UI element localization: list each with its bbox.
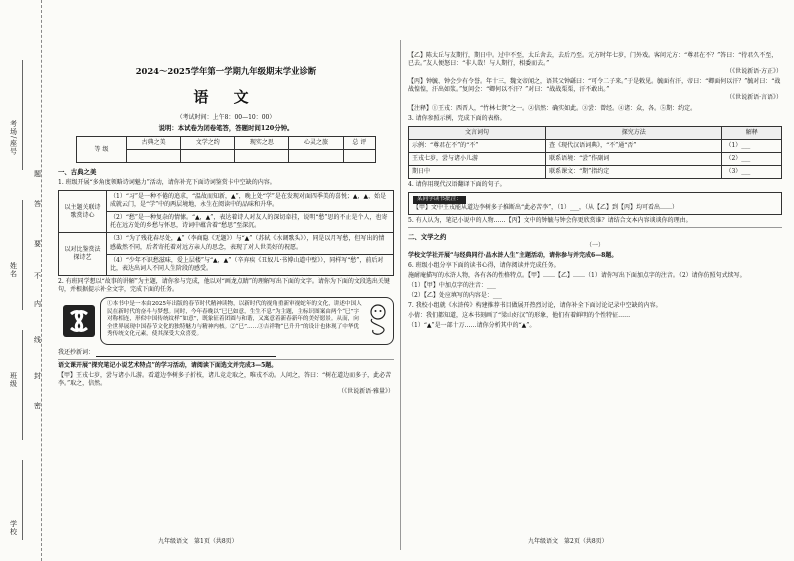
- table-row: [409, 139, 782, 152]
- table-cell: 期日中: [409, 166, 546, 179]
- card-item: （4）“少年不识愁滋味，爱上层楼”与“▲，▲”（辛弃疾《丑奴儿·书博山道中壁》），同样写“愁”，前后对比，表达出词人不同人生阶段的感受。: [107, 254, 394, 275]
- text-yi-source: （《世说新语·方正》）: [726, 68, 782, 76]
- grade-col: 心灵之旅: [289, 137, 343, 150]
- cut-char: 题: [34, 170, 41, 178]
- poem-card-table: [58, 190, 394, 276]
- reading-note-tag: 某同学读书批注：: [413, 196, 466, 204]
- cut-char: 封: [34, 372, 41, 380]
- question-6-text: 施耐庵描写的水浒人物，各有各的性格特点。【甲】……【乙】……（1）请你写出下面加点字的注音。（2）请你仿照句式续写。: [408, 271, 746, 279]
- question-5: 5. 有人认为，笔记小说中的人物……【丙】文中的钟毓与钟会你更欣赏谁？请结合文本内容谈谈你的理由。: [408, 216, 692, 224]
- margin-line: [22, 330, 23, 440]
- card-item: （2）“愁”是一种复杂的情愫。“▲，▲”，表达着诗人对友人的深切牵挂，说明“愁”思的不止是个人，也寄托在远方处的乡愁与怀思，诗词中蕴含着“愁思”至深沉。: [107, 212, 394, 233]
- question-6-sub1[interactable]: （1）【甲】中加点字的注音：___: [408, 281, 496, 289]
- cut-char: 内: [34, 300, 41, 308]
- festival-text-box: [100, 297, 394, 345]
- answer-label: 我还抄新词：: [58, 349, 95, 356]
- question-7-text: 小倩：我们都知道，这本书刻画了“梁山好汉”的形象，他们有着鲜明的个性特征……: [408, 312, 631, 320]
- table-row: [409, 152, 782, 165]
- cut-char: 密: [34, 402, 41, 410]
- card-item: （1）“习”是一种不倦的追求，“温故而知新，▲”，晚上处“学”是在发现对面四季美的喜悦；▲，▲，始是成就云门，是“学”中的两层境地，永生在阅读中的品味和升华。: [107, 191, 394, 212]
- exam-title: 2024～2025学年第一学期九年级期末学业诊断: [135, 66, 317, 76]
- grade-col: 文学之约: [181, 137, 235, 150]
- reading-note-box: [408, 192, 782, 215]
- activity-intro: 学校文学社开展“与经典同行·品水浒人生”主题活动，请你参与并完成6—8题。: [408, 251, 618, 259]
- question-2: 2. 有班同学想以“故事的讲解”为主题，请你参与完成，他以对“画龙点睛”的理解写出下面的文字。请你为下面的文段选出关键句，并根据提示补全文字，完成下面的任务。: [58, 277, 390, 293]
- annotation-notes: 【注释】①王戎：西晋人，“竹林七贤”之一。②信然：确实如此。③尝：曾经。④诸：众，各。⑤期：约定。: [408, 104, 697, 112]
- grade-table: [76, 136, 376, 163]
- answer-blank[interactable]: [96, 351, 276, 357]
- reading-note-text: 【甲】文中王戎能从道边李树多子推断出“此必苦李”，（1）___，（从【乙】到【丙】均可看出……）: [413, 203, 678, 211]
- table-header: 解释: [722, 126, 782, 139]
- text-bing-source: （《世说新语·言语》）: [726, 94, 782, 102]
- reading-intro: 语文课开展“探究笔记小说艺术特点”的学习活动，请阅读下面选文并完成3—5题。: [58, 362, 278, 370]
- grade-cell[interactable]: [343, 150, 375, 163]
- card-label: 以主题关联诗歌赏诗心: [59, 191, 107, 233]
- table-cell: 查《现代汉语词典》，“不”通“否”: [546, 139, 722, 152]
- grade-cell[interactable]: [127, 150, 181, 163]
- table-cell[interactable]: （1）___: [722, 139, 782, 152]
- page-divider: [400, 40, 401, 550]
- section-heading-1: 一、古典之美: [58, 168, 97, 177]
- grade-col: 总 评: [343, 137, 375, 150]
- cut-char: 要: [34, 240, 41, 248]
- margin-label-school: 学校: [9, 520, 18, 536]
- margin-label-seat: 考场/座号: [9, 120, 18, 156]
- question-1: 1. 班级开展“多角度领略诗词魅力”活动，请你补充下面诗词鉴赏卡中空缺的内容。: [58, 178, 276, 186]
- part-number: （一）: [585, 241, 604, 249]
- card-label: 以对比鉴赏法探诗艺: [59, 233, 107, 275]
- snake-mascot-icon: [365, 304, 391, 342]
- festival-text: ①本书中是一本由2025年出版的春节时代精神读物，以新时代的视角重新审视蛇年的文化，讲述中国人民在新时代的奋斗与梦想。同时，今年春晚以“巳巳如意，生生不息”为主题，主标识图案由两个“巳”字对称相连，形似中国传统纹样“如意”，既象征着团圆与和谐，又寓意着新春新年的美好愿景。从而，向全世界展现中国春节文化的独特魅力与精神内核。②“巳”……③吉祥物“巳升升”的设计也体现了中华优秀传统文化元素，使其深受大众喜爱。: [107, 301, 362, 338]
- table-header: 探究方法: [546, 126, 722, 139]
- text-jia: 【甲】王戎七岁，尝与诸小儿游。看道边李树多子折枝，诸儿竞走取之，唯戎不动。人问之，答曰：“树在道边而多子，此必苦李。”取之，信然。: [58, 372, 392, 388]
- grade-row-label: 等 级: [77, 137, 127, 163]
- subject-title: 语 文: [193, 88, 259, 107]
- explore-table: [408, 126, 782, 179]
- question-6-sub2[interactable]: （2）【乙】处应填写的内容是：___: [408, 292, 502, 300]
- card-item: （3）“为了残花春尽处，▲”（李商隐《无题》）与“▲”（苏轼《水调歌头》），同是以月写愁，但写出的情感截然不同，后者寄托着对远方亲人的思念，表现了对人世美好的祝愿。: [107, 233, 394, 254]
- page-footer-1: 九年级语文 第1页（共8页）: [158, 538, 238, 545]
- cut-char: 不: [34, 272, 41, 280]
- grade-cell[interactable]: [181, 150, 235, 163]
- question-7-sub[interactable]: （1）“▲”是一部十万……请你分析其中的“▲”。: [408, 322, 536, 330]
- table-header: 文言词句: [409, 126, 546, 139]
- grade-col: 现实之思: [235, 137, 289, 150]
- page-one: [58, 50, 394, 550]
- margin-line: [22, 460, 23, 540]
- question-7: 7. 我校小组就《水浒传》构建推荐书目做展开热烈讨论，请你补全下面讨论记录中空缺的内容。: [408, 302, 662, 310]
- exam-time: （考试时间：上午8：00—10：00）: [176, 113, 276, 121]
- table-cell: 联系语境：“尝”作副词: [546, 152, 722, 165]
- table-row: [409, 166, 782, 179]
- section-rule: [408, 227, 782, 228]
- question-3: 3. 请你参照示例，完成下面的表格。: [408, 114, 506, 122]
- margin-label-name: 姓名: [9, 262, 18, 278]
- answer-line: [58, 349, 394, 357]
- text-jia-source: （《世说新语·雅量》）: [338, 388, 394, 396]
- grade-col: 古典之美: [127, 137, 181, 150]
- table-cell[interactable]: （3）___: [722, 166, 782, 179]
- question-4: 4. 请你用现代汉语翻译下面的句子。: [408, 181, 506, 189]
- page-footer-2: 九年级语文 第2页（共8页）: [528, 538, 608, 545]
- section-rule: [58, 359, 394, 360]
- grade-cell[interactable]: [289, 150, 343, 163]
- festival-logo-icon: [58, 297, 100, 345]
- section-heading-2: 二、文学之约: [408, 232, 447, 241]
- question-6: 6. 班级小组分享下面的读书心得，请你阅读并完成任务。: [408, 261, 560, 269]
- cut-char: 答: [34, 200, 41, 208]
- spring-festival-panel: [58, 297, 394, 345]
- table-cell: 联系课文：“期”指约定: [546, 166, 722, 179]
- cut-char: 线: [34, 336, 41, 344]
- margin-label-class: 班级: [9, 372, 18, 388]
- grade-cell[interactable]: [235, 150, 289, 163]
- exam-note: 说明：本试卷为闭卷笔答，答题时间120分钟。: [158, 123, 294, 132]
- text-yi: 【乙】陈太丘与友期行，期日中。过中不至，太丘舍去，去后乃至。元方时年七岁，门外戏。客问元方：“尊君在不？”答曰：“待君久不至，已去。”友人便怒曰：“非人哉！与人期行，相委而去。”: [408, 52, 778, 68]
- page-two: [408, 50, 782, 550]
- margin-line: [22, 60, 23, 170]
- table-cell: 示例：“尊君在不”的“不”: [409, 139, 546, 152]
- text-bing: 【丙】钟毓、钟会少有令誉。年十三，魏文帝闻之，语其父钟繇曰：“可令二子来。”于是敕见。毓面有汗，帝曰：“卿面何以汗？”毓对曰：“战战惶惶，汗出如浆。”复问会：“卿何以不汗？”对曰：“战战栗栗，汗不敢出。”: [408, 78, 781, 94]
- table-cell: 王戎七岁，尝与诸小儿游: [409, 152, 546, 165]
- table-cell[interactable]: （2）___: [722, 152, 782, 165]
- binding-margin: [0, 0, 42, 561]
- margin-line: [22, 200, 23, 310]
